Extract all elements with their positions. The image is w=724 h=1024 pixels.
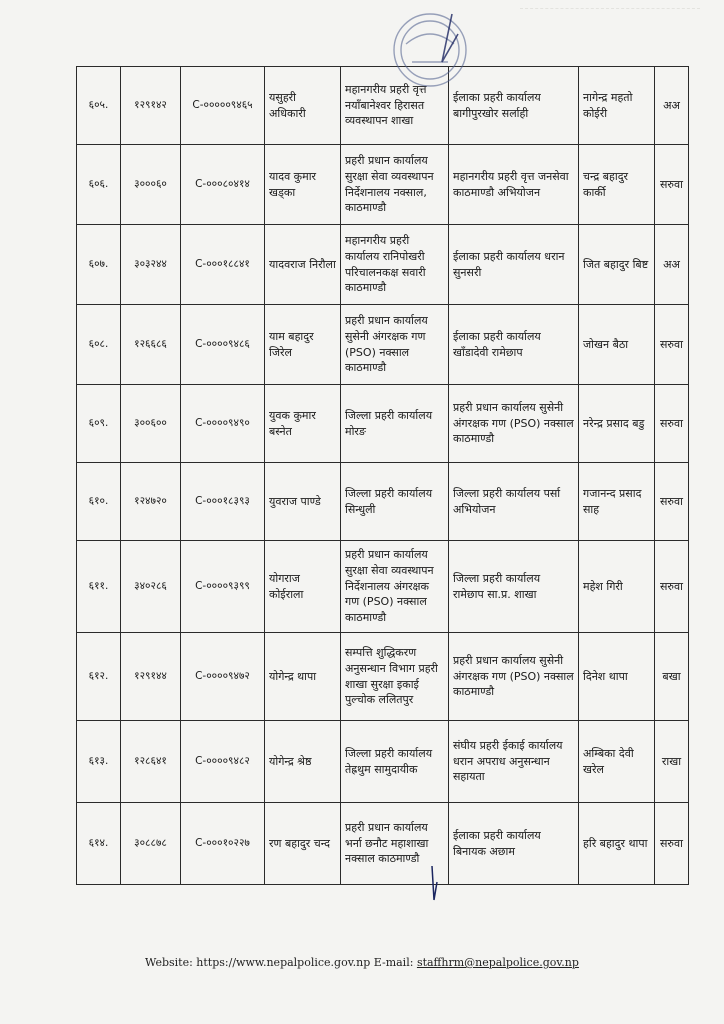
serial-cell: ६०७. <box>77 225 121 305</box>
status-cell: सरुवा <box>655 541 689 633</box>
supervisor-cell: नागेन्द्र महतो कोईरी <box>579 67 655 145</box>
status-cell: राखा <box>655 721 689 803</box>
id-cell: १२९१४४ <box>121 633 181 721</box>
from-office-cell: जिल्ला प्रहरी कार्यालय सिन्धुली <box>341 463 449 541</box>
table-row <box>77 633 689 721</box>
table-row <box>77 305 689 385</box>
table-row <box>77 463 689 541</box>
name-cell: रण बहादुर चन्द <box>265 803 341 885</box>
supervisor-cell: महेश गिरी <box>579 541 655 633</box>
footer-email-link[interactable]: staffhrm@nepalpolice.gov.np <box>416 956 579 969</box>
name-cell: यादव कुमार खड्का <box>265 145 341 225</box>
name-cell: यादवराज निरौला <box>265 225 341 305</box>
from-office-cell: महानगरीय प्रहरी कार्यालय रानिपोखरी परिचालनकक्ष सवारी काठमाण्डौ <box>341 225 449 305</box>
supervisor-cell: गजानन्द प्रसाद साह <box>579 463 655 541</box>
table-row <box>77 803 689 885</box>
code-cell: C-०००१८८४१ <box>181 225 265 305</box>
id-cell: ३०८८७८ <box>121 803 181 885</box>
serial-cell: ६०८. <box>77 305 121 385</box>
name-cell: योगराज कोईराला <box>265 541 341 633</box>
table-row <box>77 145 689 225</box>
table-row <box>77 541 689 633</box>
from-office-cell: जिल्ला प्रहरी कार्यालय मोरङ <box>341 385 449 463</box>
code-cell: C-००००९४८२ <box>181 721 265 803</box>
from-office-cell: प्रहरी प्रधान कार्यालय सुरक्षा सेवा व्यवस्थापन निर्देशनालय अंगरक्षक गण (PSO) नक्साल काठमाण्डौ <box>341 541 449 633</box>
supervisor-cell: चन्द्र बहादुर कार्की <box>579 145 655 225</box>
code-cell: C-००००९४९० <box>181 385 265 463</box>
footer-contact-label: Website: https://www.nepalpolice.gov.np E-mail: <box>145 956 414 969</box>
status-cell: अअ <box>655 225 689 305</box>
from-office-cell: महानगरीय प्रहरी वृत्त नयाँबानेश्वर हिरासत व्यवस्थापन शाखा <box>341 67 449 145</box>
from-office-cell: प्रहरी प्रधान कार्यालय सुसेनी अंगरक्षक गण (PSO) नक्साल काठमाण्डौ <box>341 305 449 385</box>
status-cell: बखा <box>655 633 689 721</box>
to-office-cell: संघीय प्रहरी ईकाई कार्यालय धरान अपराध अनुसन्धान सहायता <box>449 721 579 803</box>
code-cell: C-०००१८३९३ <box>181 463 265 541</box>
to-office-cell: ईलाका प्रहरी कार्यालय खाँडादेवी रामेछाप <box>449 305 579 385</box>
transfer-table <box>76 66 689 885</box>
to-office-cell: प्रहरी प्रधान कार्यालय सुसेनी अंगरक्षक गण (PSO) नक्साल काठमाण्डौ <box>449 385 579 463</box>
code-cell: C-००००९४७२ <box>181 633 265 721</box>
status-cell: सरुवा <box>655 463 689 541</box>
to-office-cell: ईलाका प्रहरी कार्यालय धरान सुनसरी <box>449 225 579 305</box>
serial-cell: ६०५. <box>77 67 121 145</box>
status-cell: सरुवा <box>655 803 689 885</box>
serial-cell: ६०६. <box>77 145 121 225</box>
supervisor-cell: दिनेश थापा <box>579 633 655 721</box>
table-row <box>77 385 689 463</box>
id-cell: ३०००६० <box>121 145 181 225</box>
status-cell: सरुवा <box>655 305 689 385</box>
name-cell: युवराज पाण्डे <box>265 463 341 541</box>
id-cell: ३०३२४४ <box>121 225 181 305</box>
id-cell: ३००६०० <box>121 385 181 463</box>
name-cell: युवक कुमार बस्नेत <box>265 385 341 463</box>
table-row <box>77 67 689 145</box>
to-office-cell: प्रहरी प्रधान कार्यालय सुसेनी अंगरक्षक गण (PSO) नक्साल काठमाण्डौ <box>449 633 579 721</box>
to-office-cell: महानगरीय प्रहरी वृत्त जनसेवा काठमाण्डौ अभियोजन <box>449 145 579 225</box>
supervisor-cell: जित बहादुर बिष्ट <box>579 225 655 305</box>
code-cell: C-०००८०४१४ <box>181 145 265 225</box>
from-office-cell: प्रहरी प्रधान कार्यालय सुरक्षा सेवा व्यवस्थापन निर्देशनालय नक्साल, काठमाण्डौ <box>341 145 449 225</box>
table-row <box>77 225 689 305</box>
to-office-cell: जिल्ला प्रहरी कार्यालय पर्सा अभियोजन <box>449 463 579 541</box>
code-cell: C-००००९४८६ <box>181 305 265 385</box>
name-cell: याम बहादुर जिरेल <box>265 305 341 385</box>
serial-cell: ६०९. <box>77 385 121 463</box>
supervisor-cell: हरि बहादुर थापा <box>579 803 655 885</box>
page-footer <box>0 956 724 969</box>
status-cell: अअ <box>655 67 689 145</box>
table-row <box>77 721 689 803</box>
name-cell: यसुहरी अधिकारी <box>265 67 341 145</box>
supervisor-cell: जोखन बैठा <box>579 305 655 385</box>
to-office-cell: ईलाका प्रहरी कार्यालय बागीपुरखोर सर्लाही <box>449 67 579 145</box>
from-office-cell: जिल्ला प्रहरी कार्यालय तेह्रथुम सामुदायीक <box>341 721 449 803</box>
id-cell: ३४०२८६ <box>121 541 181 633</box>
status-cell: सरुवा <box>655 385 689 463</box>
serial-cell: ६११. <box>77 541 121 633</box>
id-cell: १२६६८६ <box>121 305 181 385</box>
serial-cell: ६१२. <box>77 633 121 721</box>
id-cell: १२४७२० <box>121 463 181 541</box>
name-cell: योगेन्द्र श्रेष्ठ <box>265 721 341 803</box>
id-cell: १२८६४१ <box>121 721 181 803</box>
code-cell: C-००००९३९९ <box>181 541 265 633</box>
id-cell: १२९१४२ <box>121 67 181 145</box>
from-office-cell: सम्पत्ति शुद्धिकरण अनुसन्धान विभाग प्रहरी शाखा सुरक्षा इकाई पुल्चोक ललितपुर <box>341 633 449 721</box>
code-cell: C-०००००९४६५ <box>181 67 265 145</box>
supervisor-cell: अम्बिका देवी खरेल <box>579 721 655 803</box>
from-office-cell: प्रहरी प्रधान कार्यालय भर्ना छनौट महाशाखा नक्साल काठमाण्डौ <box>341 803 449 885</box>
to-office-cell: ईलाका प्रहरी कार्यालय बिनायक अछाम <box>449 803 579 885</box>
serial-cell: ६१०. <box>77 463 121 541</box>
to-office-cell: जिल्ला प्रहरी कार्यालय रामेछाप सा.प्र. शाखा <box>449 541 579 633</box>
status-cell: सरुवा <box>655 145 689 225</box>
code-cell: C-०००१०२२७ <box>181 803 265 885</box>
serial-cell: ६१३. <box>77 721 121 803</box>
supervisor-cell: नरेन्द्र प्रसाद बडु <box>579 385 655 463</box>
name-cell: योगेन्द्र थापा <box>265 633 341 721</box>
serial-cell: ६१४. <box>77 803 121 885</box>
faint-header-mark <box>520 8 700 23</box>
